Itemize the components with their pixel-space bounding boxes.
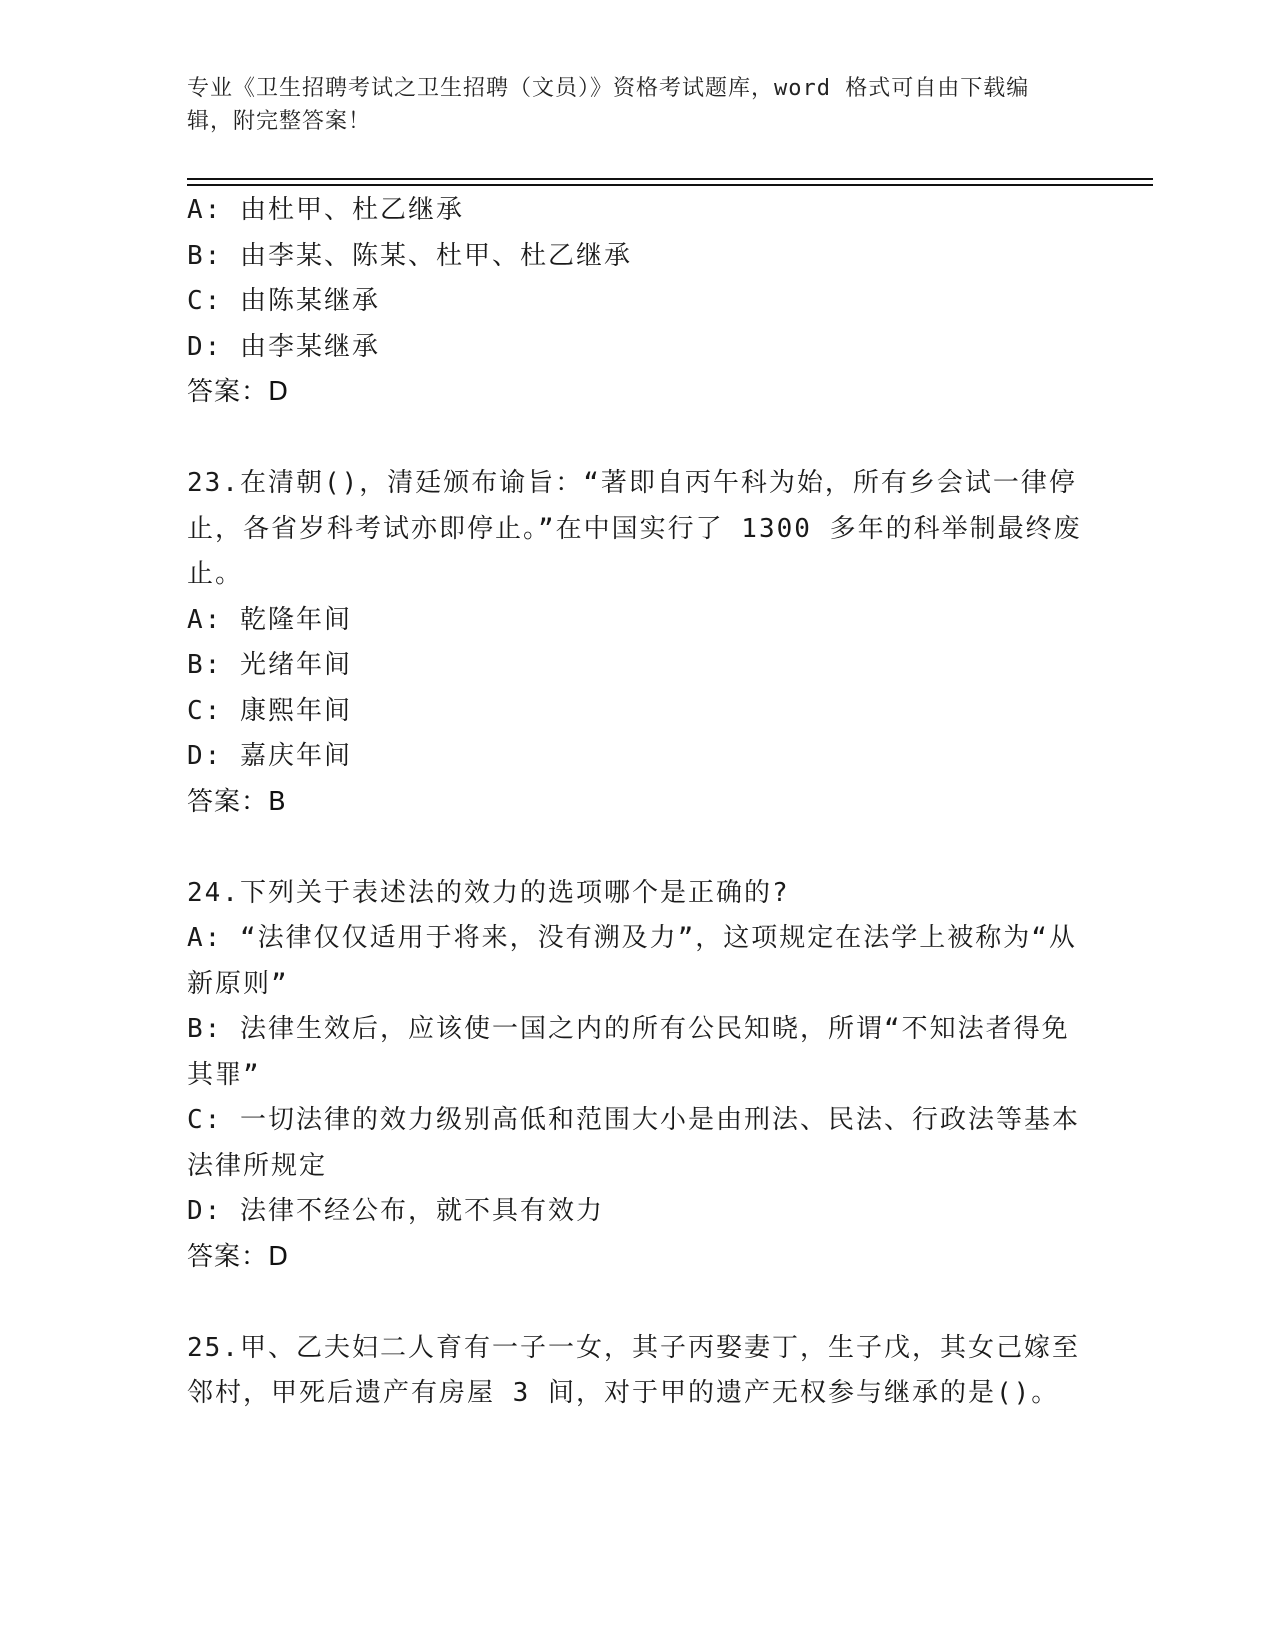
spacer xyxy=(187,825,1087,871)
question-24 xyxy=(187,871,1087,1281)
option-d: D: 由李某继承 xyxy=(187,331,380,362)
option-c: C: 康熙年间 xyxy=(187,695,352,726)
header-divider-bottom xyxy=(187,184,1153,186)
answer: 答案：D xyxy=(187,1241,290,1272)
question-stem: 24.下列关于表述法的效力的选项哪个是正确的? xyxy=(187,877,790,908)
question-stem: 25.甲、乙夫妇二人育有一子一女，其子丙娶妻丁，生子戊，其女己嫁至邻村，甲死后遗产有房屋 3 间，对于甲的遗产无权参与继承的是()。 xyxy=(187,1332,1080,1408)
question-25 xyxy=(187,1326,1087,1417)
option-b: B: 光绪年间 xyxy=(187,650,352,680)
option-a: A: “法律仅仅适用于将来，没有溯及力”，这项规定在法学上被称为“从新原则” xyxy=(187,923,1077,999)
option-d: D: 法律不经公布，就不具有效力 xyxy=(187,1196,604,1226)
question-23 xyxy=(187,461,1087,825)
question-22 xyxy=(187,188,1087,416)
header-divider-top xyxy=(187,178,1153,180)
option-b: B: 由李某、陈某、杜甲、杜乙继承 xyxy=(187,240,632,271)
option-d: D: 嘉庆年间 xyxy=(187,741,352,771)
option-a: A: 由杜甲、杜乙继承 xyxy=(187,195,464,225)
option-a: A: 乾隆年间 xyxy=(187,604,352,635)
document-header: 专业《卫生招聘考试之卫生招聘（文员）》资格考试题库，word 格式可自由下载编辑，附完整答案！ xyxy=(187,76,1030,134)
spacer xyxy=(187,416,1087,462)
question-stem: 23.在清朝()，清廷颁布谕旨：“著即自丙午科为始，所有乡会试一律停止，各省岁科考试亦即停止。”在中国实行了 1300 多年的科举制最终废止。 xyxy=(187,468,1082,589)
option-b: B: 法律生效后，应该使一国之内的所有公民知晓，所谓“不知法者得免其罪” xyxy=(187,1014,1070,1090)
answer: 答案：B xyxy=(187,786,287,817)
spacer xyxy=(187,1280,1087,1326)
option-c: C: 由陈某继承 xyxy=(187,286,380,316)
answer: 答案：D xyxy=(187,377,290,407)
question-content xyxy=(187,188,1087,1417)
option-c: C: 一切法律的效力级别高低和范围大小是由刑法、民法、行政法等基本法律所规定 xyxy=(187,1105,1080,1181)
